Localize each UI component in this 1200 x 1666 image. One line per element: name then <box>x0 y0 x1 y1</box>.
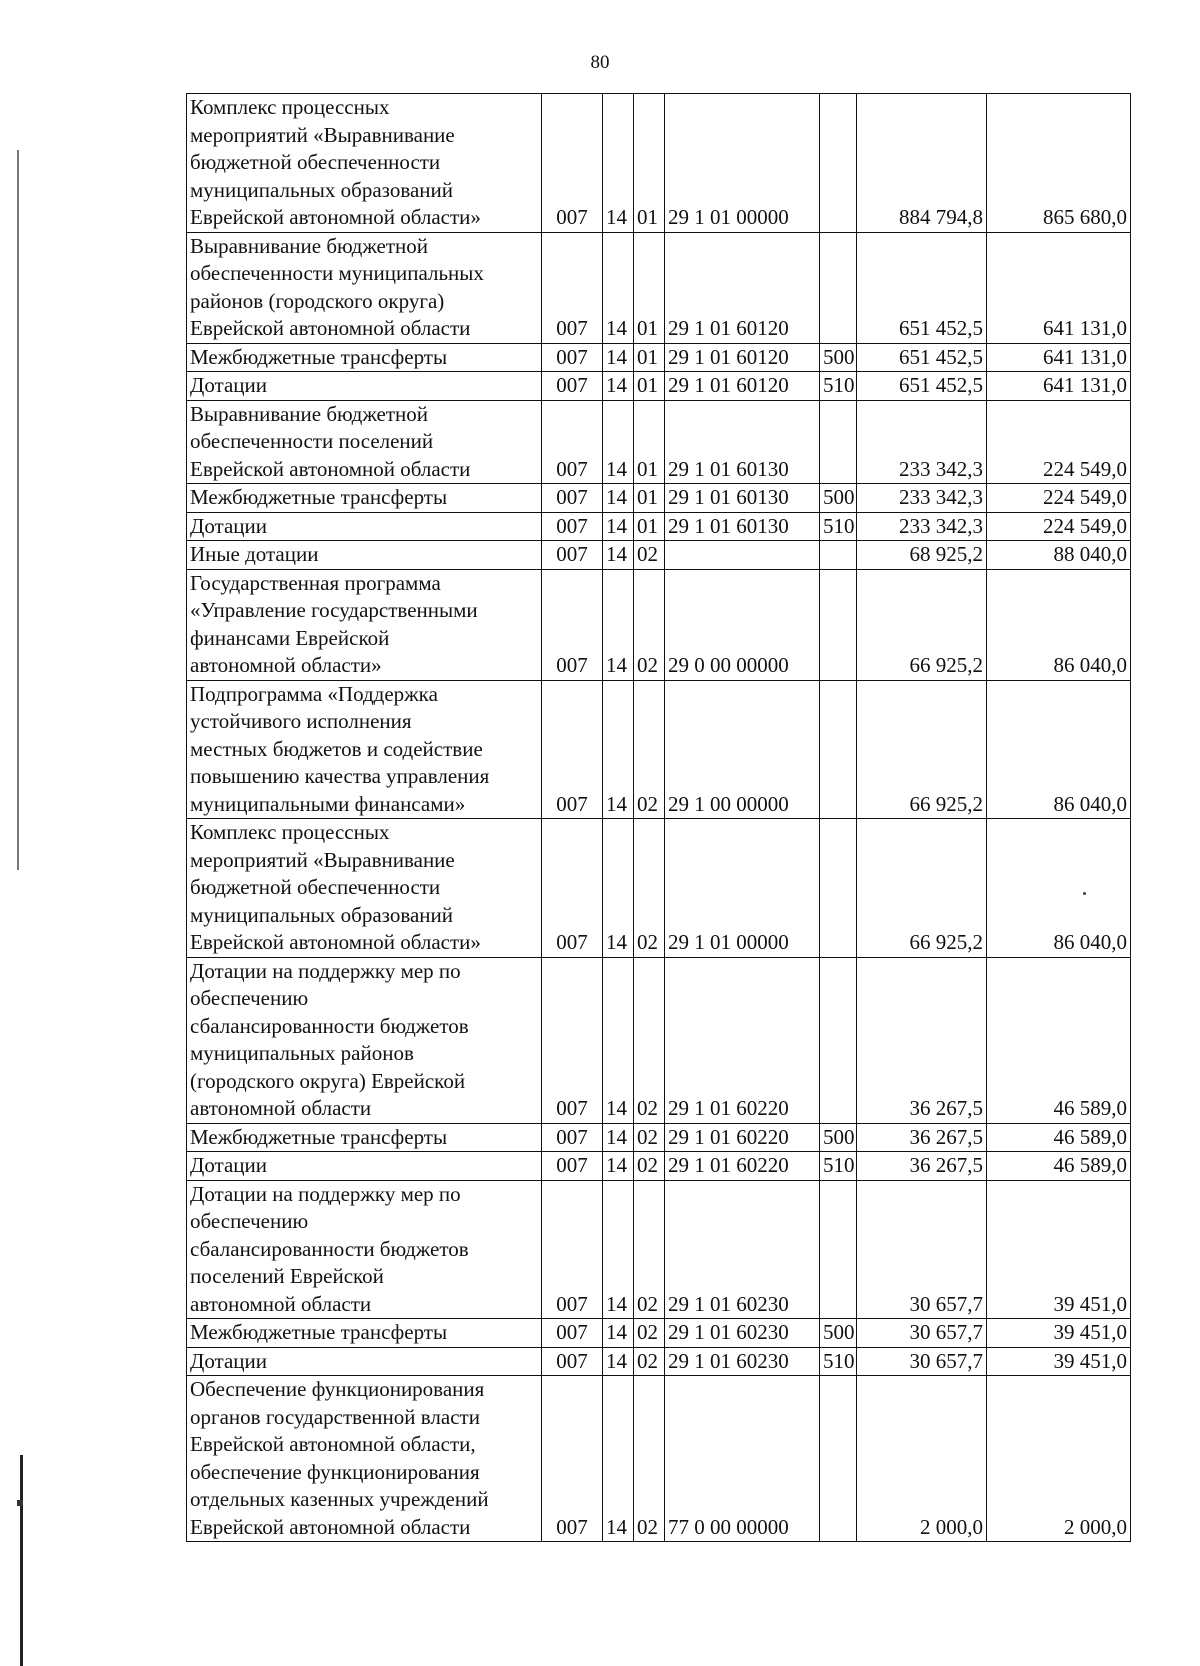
item-name-cell <box>187 957 542 1123</box>
table-row <box>187 94 1131 233</box>
item-name-cell <box>187 1123 542 1152</box>
target-article-cell: 29 1 01 60230 <box>665 1180 820 1319</box>
item-name-cell <box>187 232 542 343</box>
item-name-line: Дотации на поддержку мер по <box>190 958 461 983</box>
item-name-line: поселений Еврейской <box>190 1264 384 1288</box>
item-name-line: повышению качества управления <box>190 764 490 788</box>
section-code-cell: 14 <box>603 94 634 233</box>
ministry-code-cell: 007 <box>542 1180 603 1319</box>
target-article-cell: 29 1 01 60230 <box>665 1347 820 1376</box>
amount-year1-cell: 30 657,7 <box>857 1180 987 1319</box>
ministry-code-cell: 007 <box>542 1319 603 1348</box>
budget-table <box>186 93 1131 1542</box>
subsection-code-cell: 01 <box>634 484 665 513</box>
item-name-line: автономной области» <box>190 653 382 677</box>
section-code-cell: 14 <box>603 569 634 680</box>
ministry-code-cell: 007 <box>542 1123 603 1152</box>
item-name-line: сбалансированности бюджетов <box>190 1013 469 1038</box>
subsection-code-cell: 01 <box>634 372 665 401</box>
amount-year2-cell: 224 549,0 <box>987 484 1131 513</box>
subsection-code-cell: 02 <box>634 1347 665 1376</box>
expense-type-cell: 500 <box>820 1123 857 1152</box>
item-name-line: Обеспечение функционирования <box>190 1377 485 1401</box>
expense-type-cell <box>820 957 857 1123</box>
item-name-line: муниципальными финансами» <box>190 791 466 816</box>
target-article-cell: 29 1 01 60220 <box>665 957 820 1123</box>
amount-year2-cell: 39 451,0 <box>987 1347 1131 1376</box>
subsection-code-cell: 02 <box>634 680 665 819</box>
item-name-line: Еврейской автономной области <box>190 316 471 340</box>
subsection-code-cell: 01 <box>634 232 665 343</box>
item-name-line: бюджетной обеспеченности <box>190 150 441 174</box>
table-body <box>187 94 1131 1542</box>
amount-year2-cell: 641 131,0 <box>987 343 1131 372</box>
item-name-line: Еврейской автономной области» <box>190 205 481 229</box>
amount-year2-cell: 641 131,0 <box>987 372 1131 401</box>
section-code-cell: 14 <box>603 1123 634 1152</box>
table-row <box>187 1180 1131 1319</box>
item-name-cell <box>187 1347 542 1376</box>
expense-type-cell: 500 <box>820 1319 857 1348</box>
target-article-cell: 29 1 01 00000 <box>665 94 820 233</box>
item-name-line: Дотации <box>190 1153 268 1177</box>
subsection-code-cell: 01 <box>634 512 665 541</box>
amount-year2-cell: 224 549,0 <box>987 512 1131 541</box>
item-name-cell <box>187 512 542 541</box>
ministry-code-cell: 007 <box>542 343 603 372</box>
amount-year2-cell: 46 589,0 <box>987 1152 1131 1181</box>
section-code-cell: 14 <box>603 1347 634 1376</box>
amount-year1-cell: 233 342,3 <box>857 400 987 484</box>
ministry-code-cell: 007 <box>542 232 603 343</box>
subsection-code-cell: 02 <box>634 957 665 1123</box>
target-article-cell: 29 1 01 60120 <box>665 343 820 372</box>
item-name-line: муниципальных образований <box>190 177 453 202</box>
section-code-cell: 14 <box>603 1152 634 1181</box>
item-name-cell <box>187 680 542 819</box>
amount-year1-cell: 36 267,5 <box>857 1152 987 1181</box>
item-name-line: финансами Еврейской <box>190 625 390 650</box>
table-row <box>187 484 1131 513</box>
item-name-line: мероприятий «Выравнивание <box>190 122 455 147</box>
item-name-line: Государственная программа <box>190 570 441 595</box>
target-article-cell: 29 1 01 60130 <box>665 484 820 513</box>
table-row <box>187 232 1131 343</box>
item-name-line: Дотации <box>190 373 268 397</box>
item-name-line: обеспеченности поселений <box>190 429 434 453</box>
table-row <box>187 372 1131 401</box>
table-row <box>187 1347 1131 1376</box>
scan-edge-line-bottom <box>20 1455 23 1666</box>
amount-year1-cell: 651 452,5 <box>857 232 987 343</box>
amount-year2-cell: 865 680,0 <box>987 94 1131 233</box>
item-name-cell <box>187 819 542 958</box>
expense-type-cell <box>820 1376 857 1542</box>
expense-type-cell <box>820 819 857 958</box>
amount-year2-cell: 224 549,0 <box>987 400 1131 484</box>
item-name-line: обеспеченности муниципальных <box>190 261 484 285</box>
expense-type-cell: 510 <box>820 1347 857 1376</box>
amount-year1-cell: 36 267,5 <box>857 957 987 1123</box>
item-name-line: Иные дотации <box>190 542 319 566</box>
amount-year2-cell: 39 451,0 <box>987 1319 1131 1348</box>
expense-type-cell <box>820 541 857 570</box>
expense-type-cell <box>820 400 857 484</box>
item-name-line: Дотации на поддержку мер по <box>190 1181 461 1206</box>
ministry-code-cell: 007 <box>542 1152 603 1181</box>
expense-type-cell <box>820 232 857 343</box>
subsection-code-cell: 02 <box>634 541 665 570</box>
item-name-line: Межбюджетные трансферты <box>190 1124 448 1149</box>
subsection-code-cell: 01 <box>634 343 665 372</box>
section-code-cell: 14 <box>603 1319 634 1348</box>
amount-year1-cell: 651 452,5 <box>857 372 987 401</box>
item-name-line: районов (городского округа) <box>190 288 445 313</box>
item-name-line: муниципальных районов <box>190 1041 414 1065</box>
item-name-line: «Управление государственными <box>190 598 478 622</box>
expense-type-cell: 510 <box>820 1152 857 1181</box>
target-article-cell <box>665 541 820 570</box>
item-name-line: местных бюджетов и содействие <box>190 736 483 761</box>
scan-edge-line <box>17 150 19 870</box>
expense-type-cell <box>820 569 857 680</box>
ministry-code-cell: 007 <box>542 1376 603 1542</box>
table-row <box>187 569 1131 680</box>
item-name-line: сбалансированности бюджетов <box>190 1236 469 1261</box>
item-name-line: Еврейской автономной области <box>190 456 471 481</box>
item-name-cell <box>187 372 542 401</box>
amount-year2-cell: 641 131,0 <box>987 232 1131 343</box>
section-code-cell: 14 <box>603 1376 634 1542</box>
item-name-line: отдельных казенных учреждений <box>190 1487 489 1511</box>
amount-year1-cell: 66 925,2 <box>857 819 987 958</box>
amount-year2-cell: 86 040,0 <box>987 680 1131 819</box>
item-name-line: органов государственной власти <box>190 1404 480 1429</box>
expense-type-cell <box>820 94 857 233</box>
subsection-code-cell: 02 <box>634 569 665 680</box>
subsection-code-cell: 01 <box>634 94 665 233</box>
page-number: 80 <box>590 52 610 73</box>
table-row <box>187 819 1131 958</box>
item-name-line: Комплекс процессных <box>190 95 390 119</box>
target-article-cell: 29 1 01 60130 <box>665 400 820 484</box>
expense-type-cell: 500 <box>820 343 857 372</box>
item-name-line: Межбюджетные трансферты <box>190 344 448 369</box>
item-name-cell <box>187 484 542 513</box>
target-article-cell: 29 1 01 60220 <box>665 1152 820 1181</box>
expense-type-cell <box>820 680 857 819</box>
ministry-code-cell: 007 <box>542 484 603 513</box>
subsection-code-cell: 02 <box>634 1376 665 1542</box>
item-name-line: Еврейской автономной области, <box>190 1432 476 1456</box>
ministry-code-cell: 007 <box>542 512 603 541</box>
ministry-code-cell: 007 <box>542 680 603 819</box>
ministry-code-cell: 007 <box>542 569 603 680</box>
item-name-line: устойчивого исполнения <box>190 709 412 733</box>
item-name-line: Выравнивание бюджетной <box>190 401 429 426</box>
expense-type-cell: 510 <box>820 372 857 401</box>
ministry-code-cell: 007 <box>542 957 603 1123</box>
target-article-cell: 29 1 01 60130 <box>665 512 820 541</box>
table-row <box>187 1319 1131 1348</box>
subsection-code-cell: 02 <box>634 1319 665 1348</box>
amount-year1-cell: 233 342,3 <box>857 484 987 513</box>
amount-year1-cell: 30 657,7 <box>857 1347 987 1376</box>
item-name-line: Межбюджетные трансферты <box>190 1320 448 1344</box>
section-code-cell: 14 <box>603 232 634 343</box>
amount-year2-cell: 86 040,0 <box>987 569 1131 680</box>
item-name-line: обеспечению <box>190 986 309 1010</box>
section-code-cell: 14 <box>603 957 634 1123</box>
subsection-code-cell: 02 <box>634 1152 665 1181</box>
item-name-line: мероприятий «Выравнивание <box>190 847 455 872</box>
ministry-code-cell: 007 <box>542 1347 603 1376</box>
target-article-cell: 29 1 00 00000 <box>665 680 820 819</box>
target-article-cell: 29 1 01 60120 <box>665 232 820 343</box>
table-row <box>187 541 1131 570</box>
item-name-cell <box>187 94 542 233</box>
scan-mark <box>17 1500 23 1506</box>
item-name-line: Выравнивание бюджетной <box>190 233 429 258</box>
section-code-cell: 14 <box>603 1180 634 1319</box>
section-code-cell: 14 <box>603 372 634 401</box>
item-name-line: автономной области <box>190 1291 372 1316</box>
item-name-line: Дотации <box>190 513 268 538</box>
target-article-cell: 29 1 01 00000 <box>665 819 820 958</box>
target-article-cell: 29 1 01 60220 <box>665 1123 820 1152</box>
amount-year1-cell: 2 000,0 <box>857 1376 987 1542</box>
ministry-code-cell: 007 <box>542 819 603 958</box>
table-row <box>187 680 1131 819</box>
item-name-cell <box>187 400 542 484</box>
item-name-line: (городского округа) Еврейской <box>190 1068 466 1093</box>
amount-year1-cell: 66 925,2 <box>857 680 987 819</box>
section-code-cell: 14 <box>603 512 634 541</box>
expense-type-cell: 500 <box>820 484 857 513</box>
ministry-code-cell: 007 <box>542 400 603 484</box>
amount-year2-cell: 2 000,0 <box>987 1376 1131 1542</box>
section-code-cell: 14 <box>603 484 634 513</box>
item-name-cell <box>187 541 542 570</box>
table-row <box>187 957 1131 1123</box>
item-name-line: обеспечение функционирования <box>190 1459 480 1484</box>
item-name-line: Межбюджетные трансферты <box>190 485 448 509</box>
item-name-line: обеспечению <box>190 1209 309 1233</box>
subsection-code-cell: 01 <box>634 400 665 484</box>
amount-year1-cell: 651 452,5 <box>857 343 987 372</box>
target-article-cell: 29 0 00 00000 <box>665 569 820 680</box>
section-code-cell: 14 <box>603 680 634 819</box>
item-name-cell <box>187 1376 542 1542</box>
table-row <box>187 1376 1131 1542</box>
section-code-cell: 14 <box>603 819 634 958</box>
amount-year2-cell: 86 040,0 <box>987 819 1131 958</box>
item-name-line: муниципальных образований <box>190 902 453 927</box>
item-name-line: Еврейской автономной области <box>190 1514 471 1539</box>
item-name-line: автономной области <box>190 1096 372 1120</box>
amount-year1-cell: 884 794,8 <box>857 94 987 233</box>
amount-year1-cell: 36 267,5 <box>857 1123 987 1152</box>
amount-year2-cell: 88 040,0 <box>987 541 1131 570</box>
subsection-code-cell: 02 <box>634 1180 665 1319</box>
amount-year1-cell: 30 657,7 <box>857 1319 987 1348</box>
item-name-line: Дотации <box>190 1348 268 1373</box>
ministry-code-cell: 007 <box>542 94 603 233</box>
amount-year2-cell: 46 589,0 <box>987 957 1131 1123</box>
item-name-cell <box>187 1319 542 1348</box>
section-code-cell: 14 <box>603 343 634 372</box>
target-article-cell: 29 1 01 60120 <box>665 372 820 401</box>
item-name-line: Комплекс процессных <box>190 820 390 844</box>
table-row <box>187 512 1131 541</box>
subsection-code-cell: 02 <box>634 1123 665 1152</box>
table-row <box>187 1152 1131 1181</box>
target-article-cell: 77 0 00 00000 <box>665 1376 820 1542</box>
table-row <box>187 343 1131 372</box>
item-name-line: Подпрограмма «Поддержка <box>190 681 438 706</box>
section-code-cell: 14 <box>603 400 634 484</box>
ministry-code-cell: 007 <box>542 372 603 401</box>
amount-year2-cell: 39 451,0 <box>987 1180 1131 1319</box>
amount-year1-cell: 66 925,2 <box>857 569 987 680</box>
amount-year1-cell: 233 342,3 <box>857 512 987 541</box>
item-name-cell <box>187 343 542 372</box>
amount-year2-cell: 46 589,0 <box>987 1123 1131 1152</box>
section-code-cell: 14 <box>603 541 634 570</box>
subsection-code-cell: 02 <box>634 819 665 958</box>
table-row <box>187 400 1131 484</box>
amount-year1-cell: 68 925,2 <box>857 541 987 570</box>
item-name-cell <box>187 1180 542 1319</box>
item-name-cell <box>187 1152 542 1181</box>
ministry-code-cell: 007 <box>542 541 603 570</box>
item-name-cell <box>187 569 542 680</box>
table-row <box>187 1123 1131 1152</box>
item-name-line: бюджетной обеспеченности <box>190 875 441 899</box>
item-name-line: Еврейской автономной области» <box>190 930 481 954</box>
expense-type-cell: 510 <box>820 512 857 541</box>
target-article-cell: 29 1 01 60230 <box>665 1319 820 1348</box>
expense-type-cell <box>820 1180 857 1319</box>
